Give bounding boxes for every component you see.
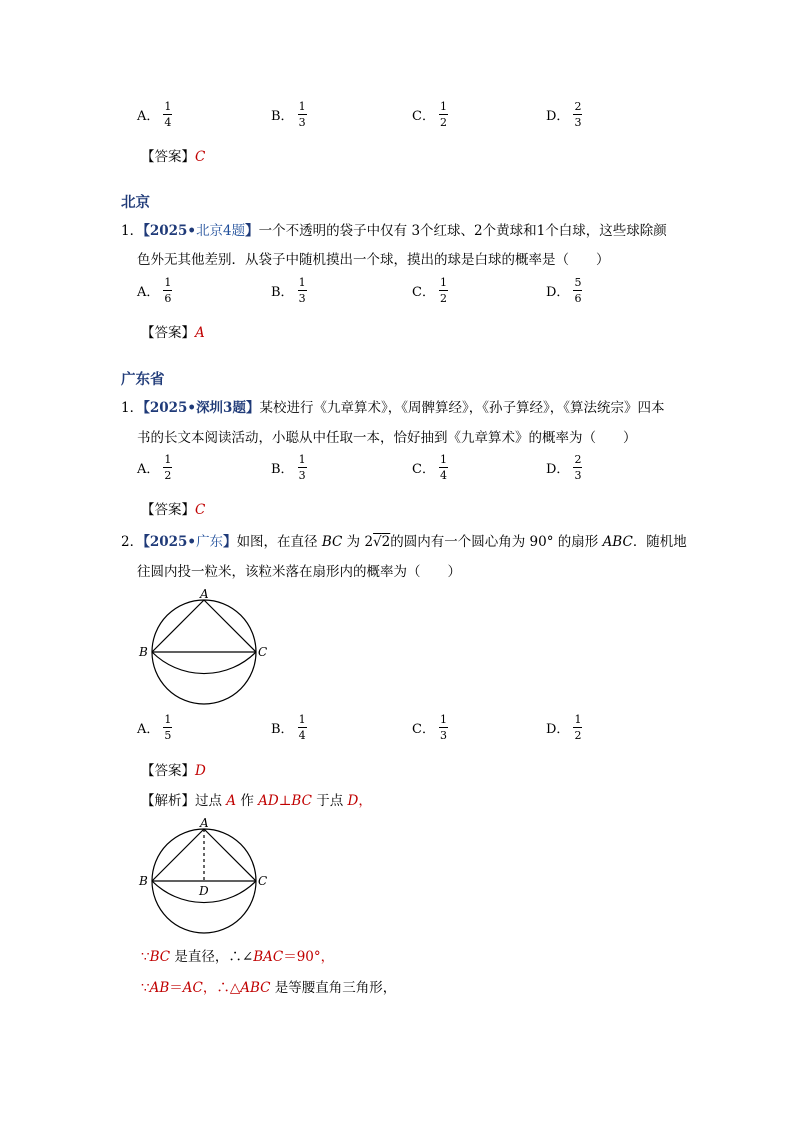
answer-line: 【答案】C [141, 149, 206, 165]
segment-ab [152, 600, 204, 652]
answer-line: 【答案】C [141, 502, 206, 518]
option-d: D． $\frac{5}{6}$ [546, 276, 582, 305]
solution-step-1: ∵BC 是直径，∴∠BAC＝90°， [141, 949, 335, 965]
label-a: A [200, 587, 209, 601]
option-c: C． $\frac{1}{4}$ [412, 453, 447, 482]
option-d: D． $\frac{2}{3}$ [546, 100, 582, 129]
segment-ac [204, 829, 256, 881]
option-c: C． $\frac{1}{2}$ [412, 276, 447, 305]
fraction: $\frac{1}{2}$ [439, 100, 447, 129]
geometry-figure-2 [134, 816, 274, 936]
option-b: B． $\frac{1}{4}$ [271, 713, 306, 742]
fraction: $\frac{2}{3}$ [574, 100, 582, 129]
question-line-1: 1．【2025•深圳3题】某校进行《九章算术》，《周髀算经》，《孙子算经》，《算法统宗》四本 [121, 400, 665, 416]
option-a: A． $\frac{1}{2}$ [137, 453, 172, 482]
question-line-1: 1．【2025•北京4题】一个不透明的袋子中仅有 3个红球、2个黄球和1个白球，这些球除颜 [121, 223, 667, 239]
fraction: $\frac{1}{4}$ [164, 100, 172, 129]
option-b: B． $\frac{1}{3}$ [271, 100, 306, 129]
analysis-line: 【解析】过点 A 作 AD⊥BC 于点 D， [141, 793, 372, 809]
label-c: C [258, 645, 268, 659]
geometry-figure-1 [134, 586, 274, 706]
sector-arc [152, 652, 256, 674]
label-d: D [199, 884, 209, 898]
answer-line: 【答案】A [141, 325, 205, 341]
option-a: A． $\frac{1}{5}$ [137, 713, 172, 742]
sqrt-sign: √2 [373, 534, 391, 550]
question-line-2: 书的长文本阅读活动，小聪从中任取一本，恰好抽到《九章算术》的概率为（ ） [137, 430, 637, 446]
source-tag: 【2025•深圳3题】 [143, 400, 260, 416]
label-b: B [139, 645, 148, 659]
option-d: D． $\frac{2}{3}$ [546, 453, 582, 482]
label-b: B [139, 874, 148, 888]
option-b: B． $\frac{1}{3}$ [271, 453, 306, 482]
segment-ac [204, 600, 256, 652]
option-d: D． $\frac{1}{2}$ [546, 713, 582, 742]
option-a: A． $\frac{1}{4}$ [137, 100, 172, 129]
fraction: $\frac{1}{3}$ [298, 100, 306, 129]
question-line-2: 往圆内投一粒米，该粒米落在扇形内的概率为（ ） [137, 564, 461, 580]
segment-ab [152, 829, 204, 881]
option-b: B． $\frac{1}{3}$ [271, 276, 306, 305]
solution-step-2: ∵AB＝AC，∴△ABC 是等腰直角三角形， [141, 980, 397, 996]
question-line-2: 色外无其他差别．从袋子中随机摸出一个球，摸出的球是白球的概率是（ ） [137, 252, 610, 268]
section-heading-beijing: 北京 [121, 194, 150, 211]
option-a: A． $\frac{1}{6}$ [137, 276, 172, 305]
source-tag: 【2025•广东】 [143, 534, 237, 550]
question-line-1: 2．【2025•广东】如图，在直径 BC 为 2√2的圆内有一个圆心角为 90° 的扇形 ABC．随机地 [121, 534, 687, 550]
option-c: C． $\frac{1}{3}$ [412, 713, 447, 742]
label-a: A [200, 816, 209, 830]
option-c: C． $\frac{1}{2}$ [412, 100, 447, 129]
label-c: C [258, 874, 268, 888]
section-heading-guangdong: 广东省 [121, 371, 165, 388]
source-tag: 【2025•北京4题】 [143, 223, 259, 239]
answer-line: 【答案】D [141, 763, 206, 779]
